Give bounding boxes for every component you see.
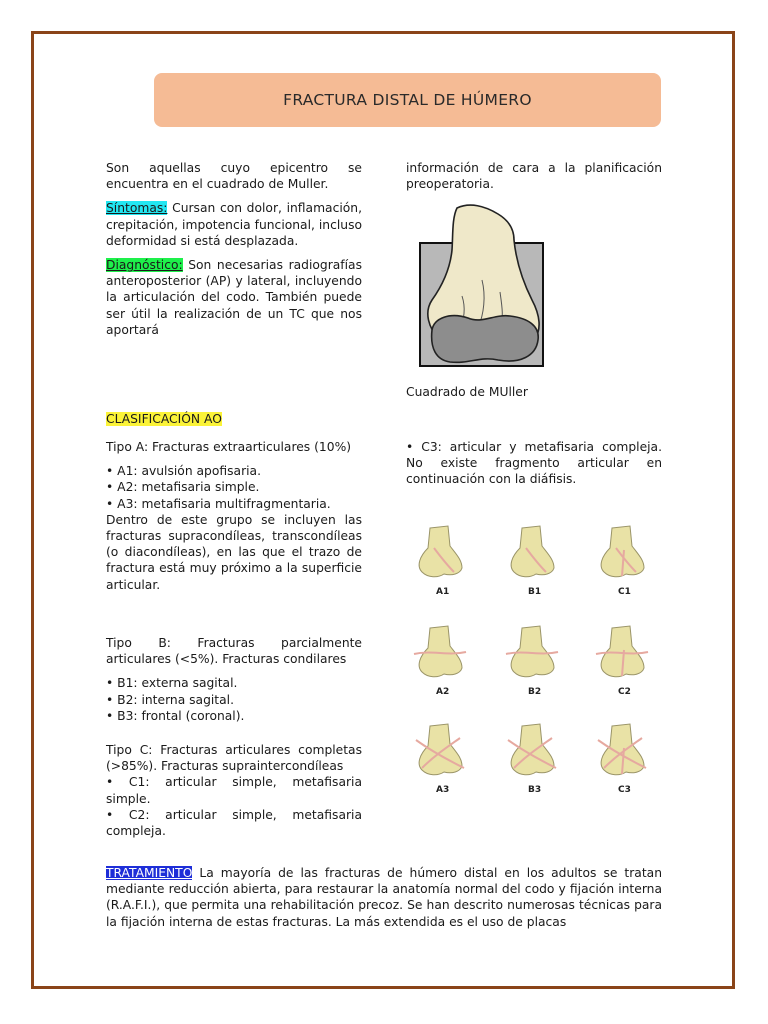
b-item: • B2: interna sagital. <box>106 692 234 707</box>
sintomas-label: Síntomas: <box>106 201 168 216</box>
diagnostico-paragraph <box>106 257 362 338</box>
ao-grid-label: A2 <box>436 687 450 697</box>
diagnostico-label: Diagnóstico: <box>106 258 183 273</box>
ao-grid-label: C1 <box>618 587 631 597</box>
c1-item: • C1: articular simple, metafisaria simple. <box>106 775 362 806</box>
muller-square-illustration <box>410 200 550 370</box>
a-item: • A3: metafisaria multifragmentaria. <box>106 496 331 511</box>
ao-classification-figure <box>408 520 664 810</box>
bone-figure <box>601 526 644 577</box>
tratamiento-paragraph <box>106 865 662 930</box>
bone-figure <box>508 724 556 775</box>
tipo-a-description: Dentro de este grupo se incluyen las fracturas supracondíleas, transcondíleas (o diacondíleas), en las que el trazo de fractura está muy próximo a la superficie articular. <box>106 512 362 592</box>
bone-figure <box>419 526 462 577</box>
clasificacion-heading: CLASIFICACIÓN AO <box>106 412 222 426</box>
page-title <box>154 73 661 127</box>
bone-figure <box>511 526 554 577</box>
a-item: • A1: avulsión apofisaria. <box>106 464 261 479</box>
intro-paragraph: Son aquellas cuyo epicentro se encuentra en el cuadrado de Muller. <box>106 161 362 192</box>
sintomas-text: Cursan con dolor, inflamación, crepitación, impotencia funcional, incluso deformidad si está desplazada. <box>106 201 362 248</box>
tratamiento-label: TRATAMIENTO <box>106 866 193 880</box>
diagnostico-continuation: información de cara a la planificación preoperatoria. <box>406 161 662 192</box>
tipo-c-title: Tipo C: Fracturas articulares completas (>85%). Fracturas supraintercondíleas <box>106 743 362 774</box>
bone-figure <box>598 724 646 775</box>
ao-grid-label: C2 <box>618 687 631 697</box>
tipo-b-title: Tipo B: Fracturas parcialmente articulares (<5%). Fracturas condilares <box>106 636 362 667</box>
a-item: • A2: metafisaria simple. <box>106 480 260 495</box>
bone-figure <box>596 626 648 677</box>
bone-figure <box>416 724 464 775</box>
tipo-a-section <box>106 439 362 601</box>
sintomas-paragraph <box>106 200 362 249</box>
ao-grid-label: B3 <box>528 785 542 795</box>
intro-section <box>106 160 362 346</box>
a-items-list <box>106 463 362 512</box>
b-items-list <box>106 675 362 724</box>
tipo-a-title: Tipo A: Fracturas extraarticulares (10%) <box>106 440 352 454</box>
muller-caption: Cuadrado de MUller <box>406 385 528 399</box>
ao-grid-label: B2 <box>528 687 542 697</box>
tratamiento-text: La mayoría de las fracturas de húmero distal en los adultos se tratan mediante reducción abierta, para restaurar la anatomía normal del codo y fijación interna (R.A.F.I.), que permita una rehabilitación precoz. Se han descrito numerosas técnicas para la fijación interna de estas fracturas. La más extendida es el uso de placas <box>106 866 662 929</box>
b-item: • B3: frontal (coronal). <box>106 708 245 723</box>
clasificacion-heading-wrap <box>106 411 222 427</box>
diagnostico-text: Son necesarias radiografías anteroposterior (AP) y lateral, incluyendo la articulación del codo. También puede ser útil la realización de un TC que nos aportará <box>106 258 362 337</box>
ao-grid-label: A3 <box>436 785 450 795</box>
c3-item: • C3: articular y metafisaria compleja. No existe fragmento articular en continuación con la diáfisis. <box>406 440 662 487</box>
b-item: • B1: externa sagital. <box>106 676 238 691</box>
c2-item: • C2: articular simple, metafisaria compleja. <box>106 807 362 839</box>
tipo-c-section <box>106 742 362 839</box>
ao-grid-label: C3 <box>618 785 631 795</box>
page-title-text: FRACTURA DISTAL DE HÚMERO <box>283 91 532 109</box>
ao-grid-label: B1 <box>528 587 542 597</box>
bone-figure <box>414 626 466 677</box>
bone-figure <box>506 626 558 677</box>
ao-grid-label: A1 <box>436 587 450 597</box>
tipo-b-section <box>106 635 362 724</box>
